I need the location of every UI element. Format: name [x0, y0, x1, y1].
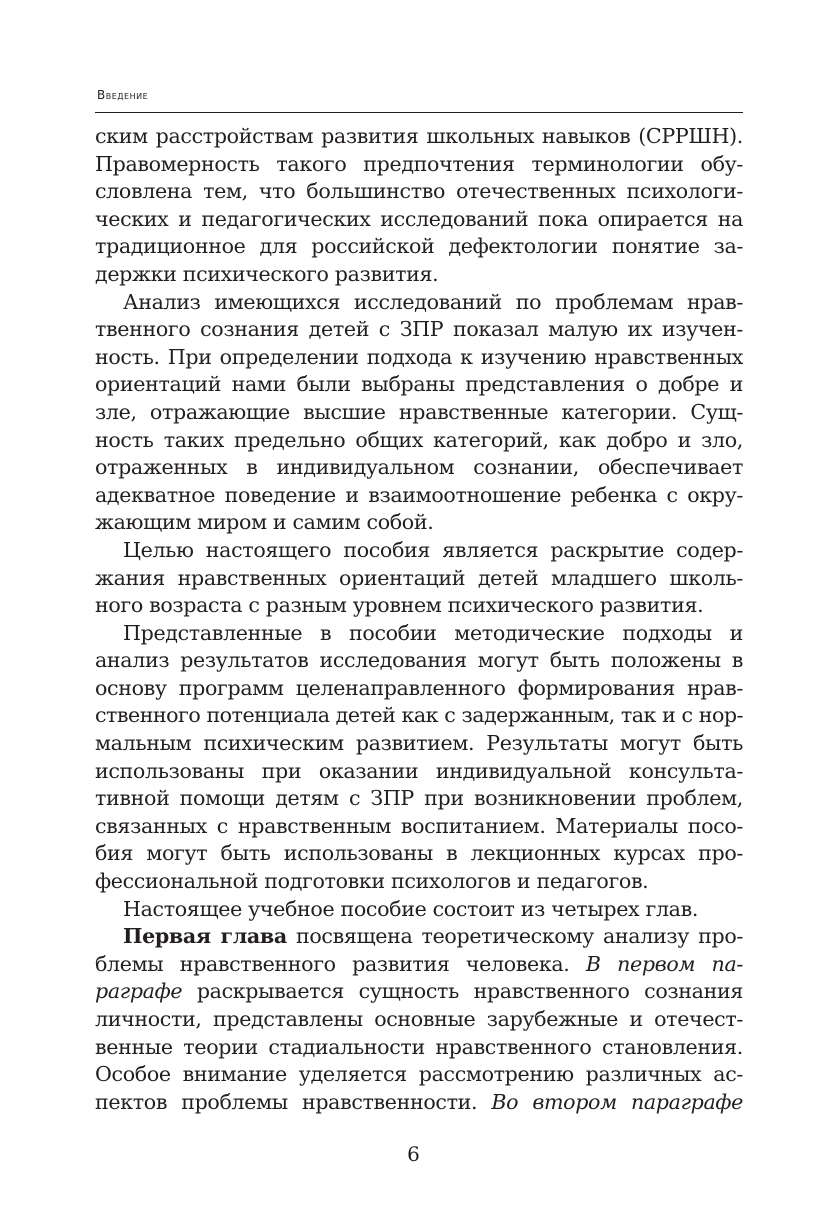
text-line: Настоящее учебное пособие состоит из четырех глав. — [123, 896, 699, 921]
text-line — [95, 978, 743, 1006]
header-rule — [95, 112, 743, 113]
text-run: пектов проблемы нравственности. — [95, 1089, 492, 1114]
text-line: бия могут быть использованы в лекционных курсах про- — [95, 841, 743, 866]
text-line: связанных с нравственным воспитанием. Материалы посо- — [95, 813, 743, 838]
text-line: ного возраста с разным уровнем психического развития. — [95, 593, 704, 618]
text-line: венные теории стадиальности нравственного становления. — [95, 1034, 743, 1059]
page-number: 6 — [407, 1142, 420, 1166]
text-line: основу программ целенаправленного формирования нрав- — [95, 675, 743, 700]
text-line: анализ результатов исследования могут быть положены в — [95, 648, 743, 673]
text-line: твенного сознания детей с ЗПР показал малую их изучен- — [95, 317, 743, 342]
text-line: ственного потенциала детей как с задержанным, так и с нор- — [95, 703, 743, 728]
text-line: ским расстройствам развития школьных навыков (СРРШН). — [95, 124, 743, 148]
text-line: Правомерность такого предпочтения терминологии обу- — [95, 151, 743, 176]
text-line: словлена тем, что большинство отечественных психологи- — [95, 179, 743, 204]
italic-term: раграфе — [95, 979, 183, 1004]
text-line: ность таких предельно общих категорий, как добро и зло, — [95, 427, 743, 452]
text-run: блемы нравственного развития человека. — [95, 951, 586, 976]
text-line: Целью настоящего пособия является раскрытие содер- — [123, 537, 743, 562]
text-line: ность. При определении подхода к изучению нравственных — [95, 344, 743, 369]
text-line: фессиональной подготовки психологов и педагогов. — [95, 869, 649, 894]
text-line — [95, 951, 743, 979]
text-line: держки психического развития. — [95, 261, 439, 286]
italic-term: В первом па- — [585, 951, 743, 976]
text-line: ческих и педагогических исследований пока опирается на — [95, 206, 743, 231]
text-line: отраженных в индивидуальном сознании, обеспечивает — [95, 455, 743, 480]
text-line: зле, отражающие высшие нравственные категории. Сущ- — [95, 399, 743, 424]
italic-term: Во втором параграфе — [491, 1089, 743, 1114]
text-line: использованы при оказании индивидуальной консульта- — [95, 758, 743, 783]
text-line: жания нравственных ориентаций детей младшего школь- — [95, 565, 743, 590]
text-line — [95, 1089, 743, 1117]
text-line — [95, 923, 743, 951]
text-run: посвящена теоретическому анализу про- — [286, 924, 743, 949]
text-line: адекватное поведение и взаимоотношение ребенка с окру- — [95, 482, 743, 507]
text-line: Анализ имеющихся исследований по проблемам нрав- — [123, 289, 743, 314]
text-line: жающим миром и самим собой. — [95, 510, 434, 535]
bold-term: Первая глава — [123, 924, 287, 949]
text-line: личности, представлены основные зарубежные и отечест- — [95, 1007, 743, 1031]
running-head: Введение — [97, 88, 149, 102]
text-line: Особое внимание уделяется рассмотрению различных ас- — [95, 1062, 743, 1087]
text-line: традиционное для российской дефектологии понятие за- — [95, 234, 743, 259]
text-line: Представленные в пособии методические подходы и — [123, 620, 743, 645]
text-line: ориентаций нами были выбраны представления о добре и — [95, 372, 743, 397]
text-line: мальным психическим развитием. Результаты могут быть — [95, 731, 743, 756]
text-run: раскрывается сущность нравственного сознания — [182, 979, 743, 1004]
text-line: тивной помощи детям с ЗПР при возникновении проблем, — [95, 786, 743, 811]
body-text — [95, 123, 743, 1116]
